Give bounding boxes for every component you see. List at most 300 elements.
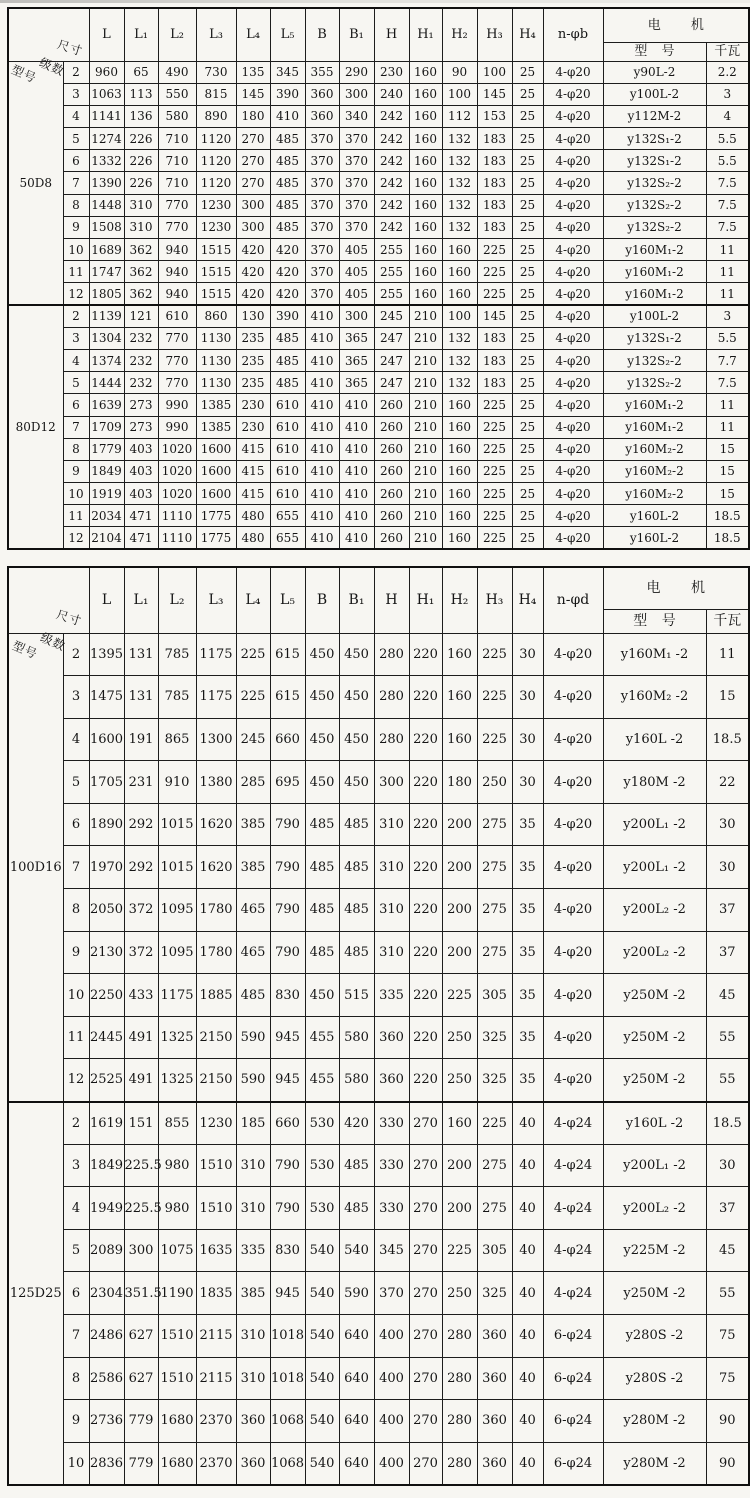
motor-power-cell: 37 xyxy=(706,889,749,932)
dim-col-header: H₄ xyxy=(512,8,543,61)
dim-cell: 990 xyxy=(158,416,196,438)
dim-cell: 1970 xyxy=(89,846,124,889)
dim-cell: 210 xyxy=(409,505,442,527)
dim-cell: 273 xyxy=(124,394,158,416)
dim-cell: 770 xyxy=(158,194,196,216)
dim-cell: 325 xyxy=(477,1016,512,1059)
dim-cell: 230 xyxy=(374,61,409,83)
motor-model-cell: y250M -2 xyxy=(603,974,706,1017)
motor-model-cell: y132S₁-2 xyxy=(603,150,706,172)
motor-model-cell: y132S₁-2 xyxy=(603,327,706,349)
dim-cell: 1015 xyxy=(158,803,196,846)
dim-cell: 420 xyxy=(236,261,270,283)
motor-model-cell: y280S -2 xyxy=(603,1357,706,1400)
dim-cell: 220 xyxy=(409,889,442,932)
dim-cell: 25 xyxy=(512,327,543,349)
corner-header-cell xyxy=(8,8,89,86)
dim-cell: 250 xyxy=(477,761,512,804)
dim-cell: 132 xyxy=(442,327,477,349)
dim-cell: 580 xyxy=(339,1059,374,1102)
bolt-cell: 4-φ20 xyxy=(543,527,603,549)
dim-cell: 132 xyxy=(442,172,477,194)
dim-cell: 40 xyxy=(512,1144,543,1187)
motor-power-cell: 5.5 xyxy=(706,150,749,172)
dim-cell: 1510 xyxy=(196,1144,236,1187)
dim-cell: 242 xyxy=(374,216,409,238)
dim-cell: 136 xyxy=(124,105,158,127)
motor-model-cell: y100L-2 xyxy=(603,305,706,327)
motor-model-cell: y200L₁ -2 xyxy=(603,803,706,846)
table-row xyxy=(8,83,749,105)
table-row xyxy=(8,761,749,804)
dim-cell: 455 xyxy=(305,1016,339,1059)
dim-cell: 255 xyxy=(374,261,409,283)
table-row xyxy=(8,1102,749,1145)
bolt-cell: 4-φ20 xyxy=(543,416,603,438)
dim-cell: 25 xyxy=(512,105,543,127)
dim-cell: 360 xyxy=(236,1442,270,1485)
dim-cell: 860 xyxy=(196,305,236,327)
stage-cell: 5 xyxy=(63,761,89,804)
dim-cell: 465 xyxy=(236,931,270,974)
dim-cell: 785 xyxy=(158,676,196,719)
dim-cell: 372 xyxy=(124,931,158,974)
dim-cell: 1304 xyxy=(89,327,124,349)
dim-cell: 485 xyxy=(236,974,270,1017)
dim-cell: 590 xyxy=(236,1016,270,1059)
dim-cell: 1919 xyxy=(89,483,124,505)
motor-power-cell: 2.2 xyxy=(706,61,749,83)
dim-col-header: L₅ xyxy=(270,8,305,61)
dim-cell: 132 xyxy=(442,372,477,394)
motor-power-cell: 7.5 xyxy=(706,172,749,194)
table-row xyxy=(8,460,749,482)
motor-model-cell: y100L-2 xyxy=(603,83,706,105)
dim-cell: 232 xyxy=(124,327,158,349)
bolt-cell: 4-φ24 xyxy=(543,1102,603,1145)
dim-cell: 160 xyxy=(442,438,477,460)
table-row xyxy=(8,283,749,305)
dim-cell: 360 xyxy=(305,83,339,105)
bolt-cell: 4-φ20 xyxy=(543,718,603,761)
dim-cell: 420 xyxy=(236,283,270,305)
stage-cell: 2 xyxy=(63,61,89,83)
dim-cell: 200 xyxy=(442,1144,477,1187)
dim-cell: 655 xyxy=(270,505,305,527)
bolt-cell: 4-φ20 xyxy=(543,239,603,261)
bolt-cell: 4-φ20 xyxy=(543,1059,603,1102)
dim-cell: 270 xyxy=(236,128,270,150)
dim-cell: 1274 xyxy=(89,128,124,150)
dim-cell: 225 xyxy=(236,633,270,676)
dim-cell: 410 xyxy=(339,416,374,438)
dim-cell: 590 xyxy=(236,1059,270,1102)
dim-cell: 220 xyxy=(409,931,442,974)
dim-cell: 325 xyxy=(477,1059,512,1102)
dim-cell: 1680 xyxy=(158,1442,196,1485)
table-row xyxy=(8,1315,749,1358)
motor-model-cell: y132S₂-2 xyxy=(603,194,706,216)
dim-cell: 403 xyxy=(124,483,158,505)
dim-cell: 770 xyxy=(158,216,196,238)
stage-cell: 12 xyxy=(63,283,89,305)
dim-cell: 25 xyxy=(512,83,543,105)
dim-cell: 830 xyxy=(270,1229,305,1272)
dim-cell: 292 xyxy=(124,846,158,889)
table-row xyxy=(8,676,749,719)
dim-cell: 1890 xyxy=(89,803,124,846)
dim-cell: 242 xyxy=(374,150,409,172)
dim-cell: 640 xyxy=(339,1315,374,1358)
dim-cell: 260 xyxy=(374,438,409,460)
dim-cell: 210 xyxy=(409,416,442,438)
table-row xyxy=(8,505,749,527)
dim-cell: 1705 xyxy=(89,761,124,804)
dim-cell: 185 xyxy=(236,1102,270,1145)
dim-cell: 235 xyxy=(236,327,270,349)
dim-col-header: H xyxy=(374,567,409,633)
bolt-cell: 4-φ20 xyxy=(543,305,603,327)
motor-group-header: 电 机 xyxy=(603,567,749,609)
dim-cell: 225 xyxy=(477,416,512,438)
dim-cell: 1175 xyxy=(196,633,236,676)
dim-cell: 180 xyxy=(442,761,477,804)
dim-cell: 160 xyxy=(409,283,442,305)
dim-cell: 450 xyxy=(339,676,374,719)
dim-cell: 2050 xyxy=(89,889,124,932)
dim-cell: 990 xyxy=(158,394,196,416)
stage-cell: 3 xyxy=(63,1144,89,1187)
dim-cell: 1390 xyxy=(89,172,124,194)
motor-power-cell: 30 xyxy=(706,846,749,889)
dim-cell: 485 xyxy=(270,194,305,216)
dim-cell: 480 xyxy=(236,505,270,527)
dim-cell: 2104 xyxy=(89,527,124,549)
motor-power-cell: 15 xyxy=(706,438,749,460)
dim-cell: 1230 xyxy=(196,216,236,238)
dim-cell: 25 xyxy=(512,438,543,460)
table-row xyxy=(8,718,749,761)
motor-power-cell: 75 xyxy=(706,1315,749,1358)
dim-cell: 231 xyxy=(124,761,158,804)
dim-cell: 770 xyxy=(158,372,196,394)
dim-cell: 145 xyxy=(477,83,512,105)
dim-cell: 940 xyxy=(158,239,196,261)
dim-col-header: B₁ xyxy=(339,8,374,61)
model-cell: 50D8 xyxy=(8,61,63,305)
motor-model-cell: y200L₁ -2 xyxy=(603,1144,706,1187)
dim-cell: 35 xyxy=(512,889,543,932)
bolt-cell: 6-φ24 xyxy=(543,1400,603,1443)
dim-cell: 370 xyxy=(305,216,339,238)
dim-cell: 232 xyxy=(124,349,158,371)
motor-power-cell: 4 xyxy=(706,105,749,127)
dim-cell: 785 xyxy=(158,633,196,676)
dim-cell: 385 xyxy=(236,1272,270,1315)
dim-cell: 1300 xyxy=(196,718,236,761)
dim-col-header: B xyxy=(305,567,339,633)
motor-model-cell: y250M -2 xyxy=(603,1016,706,1059)
dim-cell: 2370 xyxy=(196,1442,236,1485)
dim-cell: 290 xyxy=(339,61,374,83)
dim-cell: 1325 xyxy=(158,1059,196,1102)
dim-cell: 385 xyxy=(236,846,270,889)
table-row xyxy=(8,261,749,283)
dim-cell: 370 xyxy=(339,172,374,194)
dim-col-header: H₁ xyxy=(409,567,442,633)
dim-cell: 132 xyxy=(442,216,477,238)
dim-cell: 1515 xyxy=(196,239,236,261)
dim-cell: 310 xyxy=(124,194,158,216)
dim-cell: 112 xyxy=(442,105,477,127)
dim-cell: 270 xyxy=(409,1102,442,1145)
dim-cell: 191 xyxy=(124,718,158,761)
dim-cell: 1230 xyxy=(196,1102,236,1145)
stage-cell: 6 xyxy=(63,803,89,846)
dim-cell: 132 xyxy=(442,150,477,172)
dim-cell: 183 xyxy=(477,172,512,194)
table-row xyxy=(8,889,749,932)
dim-cell: 260 xyxy=(374,505,409,527)
dim-cell: 1805 xyxy=(89,283,124,305)
dim-cell: 2130 xyxy=(89,931,124,974)
dim-cell: 1849 xyxy=(89,460,124,482)
dim-cell: 2250 xyxy=(89,974,124,1017)
table-row xyxy=(8,239,749,261)
table-row xyxy=(8,803,749,846)
dim-cell: 640 xyxy=(339,1442,374,1485)
dim-cell: 433 xyxy=(124,974,158,1017)
dim-cell: 160 xyxy=(409,239,442,261)
motor-model-cell: y160M₂-2 xyxy=(603,438,706,460)
dim-cell: 1620 xyxy=(196,846,236,889)
bolt-cell: 6-φ24 xyxy=(543,1315,603,1358)
dim-cell: 300 xyxy=(339,83,374,105)
dim-cell: 151 xyxy=(124,1102,158,1145)
motor-model-cell: y280M -2 xyxy=(603,1442,706,1485)
dim-cell: 2445 xyxy=(89,1016,124,1059)
dim-cell: 310 xyxy=(236,1144,270,1187)
dim-cell: 226 xyxy=(124,150,158,172)
dim-cell: 280 xyxy=(374,718,409,761)
stage-cell: 6 xyxy=(63,394,89,416)
dim-cell: 420 xyxy=(236,239,270,261)
dim-cell: 180 xyxy=(236,105,270,127)
table-row xyxy=(8,1144,749,1187)
dim-cell: 220 xyxy=(409,803,442,846)
dim-cell: 160 xyxy=(442,676,477,719)
dim-cell: 2150 xyxy=(196,1016,236,1059)
motor-model-cell: y160L -2 xyxy=(603,718,706,761)
dim-cell: 365 xyxy=(339,349,374,371)
bolt-cell: 4-φ20 xyxy=(543,803,603,846)
dim-cell: 945 xyxy=(270,1272,305,1315)
dim-cell: 273 xyxy=(124,416,158,438)
motor-power-header: 千瓦 xyxy=(706,42,749,61)
dim-cell: 310 xyxy=(374,803,409,846)
dim-cell: 410 xyxy=(339,460,374,482)
dim-cell: 610 xyxy=(270,416,305,438)
motor-model-cell: y160M₁-2 xyxy=(603,416,706,438)
dim-cell: 275 xyxy=(477,803,512,846)
motor-power-cell: 18.5 xyxy=(706,718,749,761)
dim-cell: 360 xyxy=(374,1016,409,1059)
dim-cell: 2736 xyxy=(89,1400,124,1443)
motor-power-cell: 45 xyxy=(706,1229,749,1272)
dim-cell: 280 xyxy=(374,633,409,676)
dim-cell: 255 xyxy=(374,283,409,305)
dim-col-header: L xyxy=(89,8,124,61)
dim-cell: 183 xyxy=(477,327,512,349)
dim-cell: 183 xyxy=(477,128,512,150)
dim-cell: 485 xyxy=(339,1187,374,1230)
dim-cell: 627 xyxy=(124,1315,158,1358)
dim-cell: 1068 xyxy=(270,1400,305,1443)
dim-cell: 420 xyxy=(270,261,305,283)
dim-cell: 370 xyxy=(305,172,339,194)
bolt-cell: 6-φ24 xyxy=(543,1442,603,1485)
dim-cell: 1775 xyxy=(196,505,236,527)
dim-cell: 220 xyxy=(409,974,442,1017)
dim-cell: 1600 xyxy=(196,460,236,482)
dim-cell: 370 xyxy=(339,216,374,238)
dim-cell: 2089 xyxy=(89,1229,124,1272)
bolt-cell: 4-φ20 xyxy=(543,194,603,216)
dim-cell: 1600 xyxy=(196,438,236,460)
bolt-cell: 4-φ20 xyxy=(543,761,603,804)
corner-label-stage: 级数 xyxy=(37,55,67,79)
bolt-col-header: n-φb xyxy=(543,8,603,61)
dim-cell: 335 xyxy=(374,974,409,1017)
dim-cell: 225 xyxy=(477,239,512,261)
dim-cell: 280 xyxy=(442,1400,477,1443)
dim-cell: 200 xyxy=(442,931,477,974)
dim-cell: 160 xyxy=(409,105,442,127)
dim-cell: 335 xyxy=(236,1229,270,1272)
dim-cell: 210 xyxy=(409,483,442,505)
dim-cell: 830 xyxy=(270,974,305,1017)
dim-cell: 275 xyxy=(477,846,512,889)
dim-cell: 540 xyxy=(305,1229,339,1272)
dim-cell: 225 xyxy=(442,1229,477,1272)
dim-cell: 305 xyxy=(477,1229,512,1272)
dim-cell: 610 xyxy=(270,483,305,505)
dim-cell: 242 xyxy=(374,128,409,150)
table-row xyxy=(8,194,749,216)
dim-cell: 1175 xyxy=(158,974,196,1017)
dim-cell: 1380 xyxy=(196,761,236,804)
dim-cell: 25 xyxy=(512,305,543,327)
dim-cell: 410 xyxy=(305,438,339,460)
dim-col-header: L₃ xyxy=(196,8,236,61)
stage-cell: 2 xyxy=(63,305,89,327)
bolt-cell: 4-φ20 xyxy=(543,846,603,889)
dim-cell: 890 xyxy=(196,105,236,127)
table-row xyxy=(8,974,749,1017)
dim-cell: 865 xyxy=(158,718,196,761)
bolt-cell: 4-φ20 xyxy=(543,349,603,371)
dim-cell: 1709 xyxy=(89,416,124,438)
dim-cell: 370 xyxy=(305,128,339,150)
dim-cell: 40 xyxy=(512,1442,543,1485)
stage-cell: 9 xyxy=(63,1400,89,1443)
dim-cell: 405 xyxy=(339,283,374,305)
dim-cell: 210 xyxy=(409,372,442,394)
motor-model-cell: y160M₂ -2 xyxy=(603,676,706,719)
dim-cell: 1949 xyxy=(89,1187,124,1230)
table-row xyxy=(8,846,749,889)
motor-model-cell: y160M₁-2 xyxy=(603,283,706,305)
dim-cell: 627 xyxy=(124,1357,158,1400)
dim-cell: 270 xyxy=(409,1229,442,1272)
dim-cell: 200 xyxy=(442,1187,477,1230)
dim-cell: 160 xyxy=(409,216,442,238)
dim-col-header: L₁ xyxy=(124,8,158,61)
dim-cell: 160 xyxy=(442,633,477,676)
stage-cell: 7 xyxy=(63,172,89,194)
motor-model-cell: y200L₁ -2 xyxy=(603,846,706,889)
dim-cell: 485 xyxy=(305,889,339,932)
dim-cell: 247 xyxy=(374,327,409,349)
table-row xyxy=(8,372,749,394)
motor-model-cell: y132S₂-2 xyxy=(603,372,706,394)
dim-cell: 1110 xyxy=(158,505,196,527)
stage-cell: 6 xyxy=(63,1272,89,1315)
dim-cell: 410 xyxy=(305,327,339,349)
dim-cell: 365 xyxy=(339,327,374,349)
dim-cell: 960 xyxy=(89,61,124,83)
dim-cell: 710 xyxy=(158,128,196,150)
bolt-cell: 4-φ20 xyxy=(543,61,603,83)
dim-cell: 247 xyxy=(374,372,409,394)
table-row xyxy=(8,349,749,371)
dim-cell: 779 xyxy=(124,1400,158,1443)
dim-cell: 385 xyxy=(236,803,270,846)
dim-cell: 183 xyxy=(477,372,512,394)
dim-cell: 310 xyxy=(374,889,409,932)
dim-cell: 132 xyxy=(442,194,477,216)
dim-col-header: L₃ xyxy=(196,567,236,633)
dim-cell: 220 xyxy=(409,846,442,889)
dim-cell: 160 xyxy=(409,61,442,83)
dim-cell: 450 xyxy=(339,761,374,804)
dim-col-header: L₁ xyxy=(124,567,158,633)
table-row xyxy=(8,416,749,438)
motor-power-cell: 11 xyxy=(706,261,749,283)
motor-power-cell: 45 xyxy=(706,974,749,1017)
dim-cell: 280 xyxy=(442,1357,477,1400)
table-row xyxy=(8,633,749,676)
bolt-cell: 4-φ20 xyxy=(543,83,603,105)
dim-cell: 410 xyxy=(305,483,339,505)
dim-cell: 370 xyxy=(305,194,339,216)
bolt-cell: 4-φ20 xyxy=(543,505,603,527)
dim-cell: 305 xyxy=(477,974,512,1017)
dim-cell: 1015 xyxy=(158,846,196,889)
bolt-cell: 4-φ20 xyxy=(543,483,603,505)
dim-cell: 360 xyxy=(374,1059,409,1102)
dim-cell: 183 xyxy=(477,194,512,216)
bolt-cell: 4-φ20 xyxy=(543,931,603,974)
dim-cell: 25 xyxy=(512,483,543,505)
motor-model-cell: y225M -2 xyxy=(603,1229,706,1272)
motor-power-cell: 3 xyxy=(706,83,749,105)
dim-cell: 160 xyxy=(442,527,477,549)
table-row xyxy=(8,483,749,505)
dim-cell: 220 xyxy=(409,761,442,804)
dim-cell: 210 xyxy=(409,305,442,327)
dim-cell: 100 xyxy=(477,61,512,83)
